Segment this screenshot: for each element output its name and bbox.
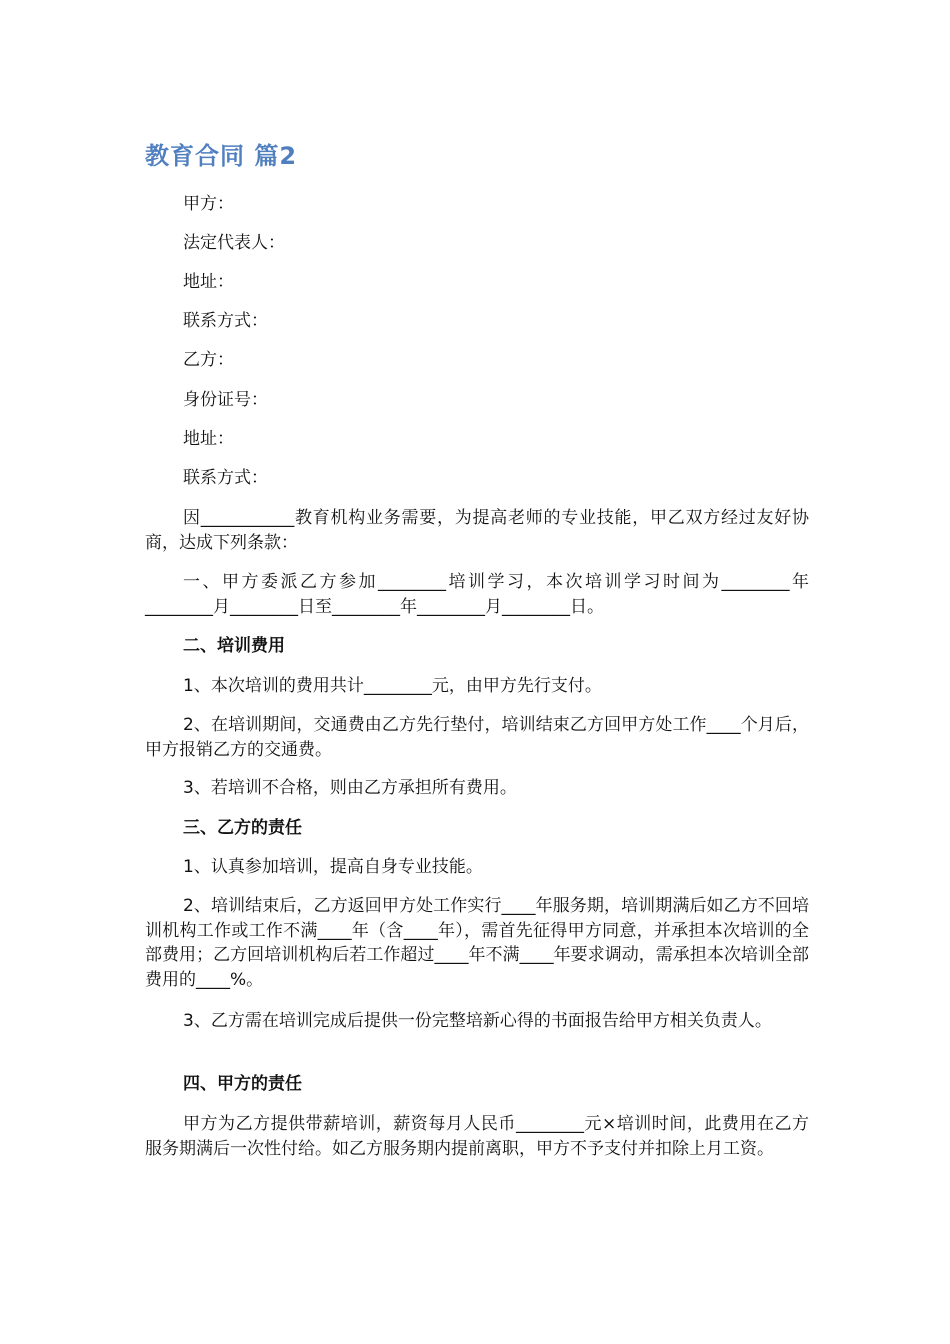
party-a-label: 甲方：	[183, 194, 234, 214]
document-title: 教育合同 篇2	[145, 142, 298, 170]
section-2-item-2: 2、在培训期间，交通费由乙方先行垫付，培训结束乙方回甲方处工作____个月后，甲方报销乙方的交通费。	[145, 715, 809, 760]
section-3-item-1: 1、认真参加培训，提高自身专业技能。	[183, 857, 483, 877]
section-3-item-3: 3、乙方需在培训完成后提供一份完整培新心得的书面报告给甲方相关负责人。	[183, 1011, 772, 1031]
section-3-heading: 三、乙方的责任	[183, 818, 302, 838]
section-2-item-1: 1、本次培训的费用共计________元，由甲方先行支付。	[183, 676, 602, 696]
party-b-contact-label: 联系方式：	[183, 468, 268, 488]
clause-1-paragraph: 一、甲方委派乙方参加________培训学习，本次培训学习时间为________年________月________日至________年________月________日。	[145, 572, 809, 617]
section-4-heading: 四、甲方的责任	[183, 1074, 302, 1094]
party-a-address-label: 地址：	[183, 272, 234, 292]
section-4-item-1: 甲方为乙方提供带薪培训，薪资每月人民币________元×培训时间，此费用在乙方服务期满后一次性付给。如乙方服务期内提前离职，甲方不予支付并扣除上月工资。	[145, 1114, 809, 1159]
section-2-heading: 二、培训费用	[183, 636, 285, 656]
party-b-address-label: 地址：	[183, 429, 234, 449]
party-b-id-label: 身份证号：	[183, 390, 268, 410]
section-2-item-3: 3、若培训不合格，则由乙方承担所有费用。	[183, 778, 517, 798]
intro-paragraph: 因___________教育机构业务需要，为提高老师的专业技能，甲乙双方经过友好协商，达成下列条款：	[145, 508, 809, 553]
party-a-representative-label: 法定代表人：	[183, 233, 285, 253]
section-3-item-2: 2、培训结束后，乙方返回甲方处工作实行____年服务期，培训期满后如乙方不回培训机构工作或工作不满____年（含____年），需首先征得甲方同意，并承担本次培训的全部费用；乙方回培训机构后若工作超过____年不满____年要求调动，需承担本次培训全部费用的____%。	[145, 896, 809, 990]
party-a-contact-label: 联系方式：	[183, 311, 268, 331]
party-b-label: 乙方：	[183, 350, 234, 370]
